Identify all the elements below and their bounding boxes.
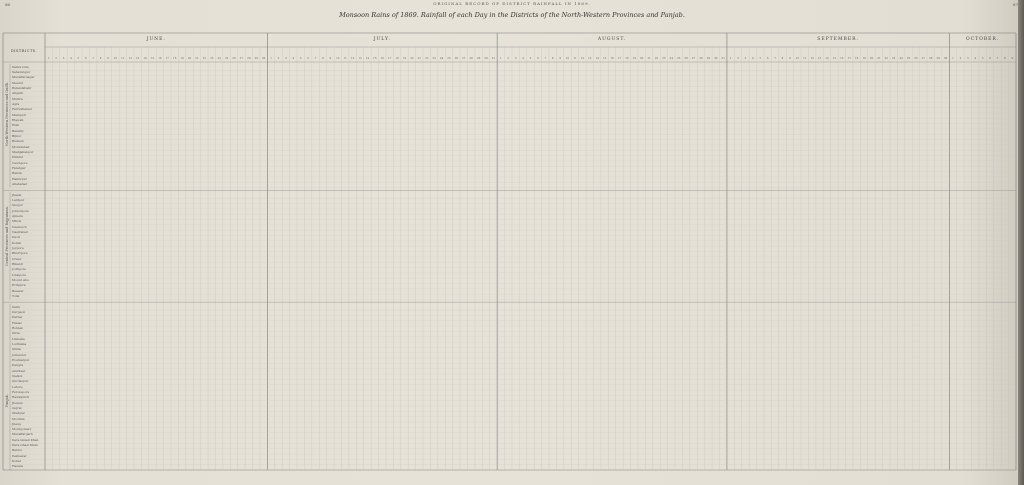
day-number: 23 <box>662 57 666 60</box>
day-number: 6 <box>84 57 87 60</box>
district-name: Muzaffarnagar <box>12 75 35 80</box>
district-name: Mount Abu <box>12 277 29 282</box>
day-number: 6 <box>307 57 309 60</box>
day-number: 2 <box>507 57 510 60</box>
day-number: 1 <box>500 57 502 60</box>
day-number: 15 <box>373 57 377 60</box>
day-number: 21 <box>417 57 421 60</box>
day-number: 30 <box>484 57 488 60</box>
day-number: 28 <box>699 57 703 60</box>
district-name: Fatehpur <box>12 166 26 171</box>
day-number: 13 <box>588 57 592 60</box>
day-number: 12 <box>128 57 132 60</box>
day-number: 3 <box>285 57 287 60</box>
day-number: 22 <box>654 57 659 60</box>
day-number: 7 <box>774 57 776 60</box>
day-number: 3 <box>966 57 969 60</box>
day-number: 25 <box>677 57 681 60</box>
district-name: Jullundur <box>12 352 27 357</box>
day-number: 12 <box>350 57 355 60</box>
day-number: 28 <box>247 57 251 60</box>
district-name: Agra <box>12 102 20 107</box>
day-number: 1 <box>952 57 954 60</box>
day-number: 26 <box>914 57 918 60</box>
day-number: 21 <box>647 57 651 60</box>
page-number-left: 86 <box>5 2 11 7</box>
day-number: 6 <box>537 57 539 60</box>
day-number: 22 <box>202 57 207 60</box>
month-headers <box>45 33 1024 47</box>
month-header: JUNE. <box>146 37 166 42</box>
district-name: Cawnpore <box>12 160 28 165</box>
day-number: 28 <box>929 57 933 60</box>
district-name: Dehra Dun <box>12 64 29 69</box>
district-name: Lahore <box>12 384 23 389</box>
day-number: 17 <box>165 57 169 60</box>
district-name: Mainpuri <box>12 112 26 117</box>
district-name: Jodhpore <box>12 267 26 272</box>
district-name: Sialkot <box>12 373 23 378</box>
day-number: 3 <box>62 57 65 60</box>
day-number: 25 <box>447 57 451 60</box>
day-number: 14 <box>365 57 370 60</box>
day-number: 17 <box>388 57 392 60</box>
day-number: 22 <box>884 57 888 60</box>
district-name: Jubbulpore <box>12 208 29 213</box>
day-number: 17 <box>847 57 851 60</box>
month-header: OCTOBER. <box>966 37 1000 42</box>
day-number: 29 <box>254 57 258 60</box>
district-group-label: North-Western Provinces and Oudh. <box>5 82 9 147</box>
day-number: 5 <box>759 57 762 60</box>
day-number: 27 <box>239 57 244 60</box>
day-number: 31 <box>491 57 496 60</box>
district-name: Gurgaon <box>12 309 26 314</box>
district-name: Bikanir <box>12 261 24 266</box>
day-number: 26 <box>684 57 688 60</box>
day-number: 17 <box>617 57 622 60</box>
day-number: 11 <box>803 57 807 60</box>
day-number: 6 <box>766 57 769 60</box>
district-name: Simla <box>12 347 21 352</box>
page-title: Monsoon Rains of 1869. Rainfall of each Day in the Districts of the North-Western Provinces and Panjab. <box>339 11 685 19</box>
day-number: 31 <box>721 57 725 60</box>
district-name: Jhang <box>12 421 21 426</box>
day-number: 25 <box>906 57 911 60</box>
district-name: Mhow <box>12 219 22 224</box>
day-number: 27 <box>462 57 466 60</box>
district-name: Udaipore <box>12 272 27 277</box>
district-name: Aligarh <box>12 91 24 96</box>
district-name: Neemuch <box>12 224 27 229</box>
day-number: 2 <box>55 57 57 60</box>
day-number: 5 <box>299 57 302 60</box>
district-name: Ludhiana <box>12 341 27 346</box>
district-name: Shahpur <box>12 411 25 416</box>
day-number: 19 <box>402 57 407 60</box>
day-number: 22 <box>425 57 429 60</box>
day-number: 18 <box>625 57 629 60</box>
day-number: 12 <box>810 57 814 60</box>
day-number: 30 <box>262 57 266 60</box>
district-name: Rohtak <box>12 325 23 330</box>
day-number: 9 <box>559 57 561 60</box>
day-number: 19 <box>632 57 636 60</box>
district-name: Hamirpur <box>12 176 27 181</box>
day-number: 4 <box>292 57 295 60</box>
district-name: Bulandshahr <box>12 86 32 91</box>
day-number: 11 <box>573 57 577 60</box>
district-name: Hissar <box>12 320 22 325</box>
day-number: 6 <box>989 57 991 60</box>
day-number: 10 <box>336 57 340 60</box>
district-name: Lalitpur <box>12 198 25 203</box>
district-name: Jhelum <box>12 400 23 405</box>
district-name: Erinpura <box>12 283 26 288</box>
day-number: 7 <box>92 57 95 60</box>
day-number: 9 <box>1011 57 1014 60</box>
day-number: 5 <box>529 57 532 60</box>
district-name: Bannu <box>12 448 22 453</box>
day-number: 16 <box>158 57 162 60</box>
district-name: Saharanpur <box>12 70 31 75</box>
day-number: 27 <box>921 57 926 60</box>
day-number: 13 <box>817 57 822 60</box>
day-number: 20 <box>187 57 192 60</box>
day-number: 8 <box>322 57 324 60</box>
day-number: 24 <box>669 57 673 60</box>
day-number: 7 <box>996 57 999 60</box>
day-number: 8 <box>781 57 784 60</box>
day-number: 1 <box>270 57 272 60</box>
district-name: Gurdaspur <box>12 379 29 384</box>
day-number: 20 <box>869 57 874 60</box>
day-number: 10 <box>565 57 570 60</box>
month-header: SEPTEMBER. <box>817 37 859 42</box>
district-name: Tonk <box>12 293 20 298</box>
day-number: 15 <box>150 57 155 60</box>
district-name: Dera Ghazi Khan <box>12 443 38 448</box>
district-name: Budaun <box>12 139 24 144</box>
day-number: 14 <box>143 57 147 60</box>
district-name: Ulwar <box>12 256 22 261</box>
district-name: Peshawar <box>12 453 27 458</box>
day-number: 10 <box>795 57 799 60</box>
day-number: 26 <box>232 57 236 60</box>
district-name: Banda <box>12 171 22 176</box>
day-number: 9 <box>329 57 332 60</box>
district-name: Kangra <box>12 363 24 368</box>
book-spine-shadow <box>1018 0 1024 485</box>
district-name: Mooltan <box>12 416 25 421</box>
day-number: 2 <box>959 57 962 60</box>
day-number: 29 <box>706 57 711 60</box>
district-name: Muttra <box>12 96 23 101</box>
district-name: Delhi <box>12 304 21 309</box>
day-number: 8 <box>1004 57 1006 60</box>
day-number: 4 <box>70 57 72 60</box>
district-name: Muzaffargarh <box>12 432 33 437</box>
day-number: 24 <box>439 57 444 60</box>
day-number: 21 <box>195 57 199 60</box>
day-number: 11 <box>343 57 347 60</box>
day-number: 4 <box>752 57 754 60</box>
day-number: 23 <box>210 57 214 60</box>
day-number: 25 <box>224 57 229 60</box>
day-number: 2 <box>277 57 280 60</box>
day-number: 12 <box>580 57 585 60</box>
day-number: 15 <box>602 57 607 60</box>
district-name: Hazara <box>12 464 23 469</box>
district-name: Saugor <box>12 203 23 208</box>
district-name: Gujrat <box>12 405 22 410</box>
district-name: Karnal <box>12 315 23 320</box>
day-number: 20 <box>640 57 644 60</box>
district-name: Etah <box>12 123 20 128</box>
day-number: 3 <box>514 57 517 60</box>
district-name: Sirsa <box>12 331 20 336</box>
day-number: 10 <box>113 57 118 60</box>
day-number: 16 <box>610 57 614 60</box>
day-number: 27 <box>691 57 696 60</box>
day-number: 28 <box>469 57 473 60</box>
district-name: Jeypore <box>12 245 24 250</box>
day-number: 19 <box>862 57 866 60</box>
day-number: 5 <box>77 57 80 60</box>
day-number: 18 <box>395 57 399 60</box>
districts-column-header: DISTRICTS. <box>10 49 38 53</box>
day-number: 4 <box>522 57 524 60</box>
day-number: 2 <box>737 57 739 60</box>
day-number: 14 <box>595 57 599 60</box>
day-number: 16 <box>380 57 384 60</box>
day-number: 20 <box>410 57 414 60</box>
day-number: 14 <box>825 57 829 60</box>
day-number: 30 <box>943 57 948 60</box>
district-name: Allahabad <box>12 182 28 187</box>
district-group-label: Panjab. <box>5 394 9 408</box>
district-name: Moradabad <box>12 144 30 149</box>
day-number: 13 <box>358 57 362 60</box>
day-number: 5 <box>981 57 984 60</box>
day-number: 26 <box>454 57 459 60</box>
district-name: Bijnor <box>12 134 22 139</box>
district-name: Meerut <box>12 80 24 85</box>
district-name: Shahjahanpur <box>12 150 34 155</box>
day-number: 18 <box>854 57 859 60</box>
day-number: 29 <box>476 57 481 60</box>
district-name: Jhansi <box>12 192 22 197</box>
day-number: 4 <box>974 57 977 60</box>
day-number: 24 <box>217 57 221 60</box>
district-name: Ajmere <box>12 214 23 218</box>
day-number: 11 <box>121 57 125 60</box>
day-number: 1 <box>47 57 50 60</box>
day-number: 16 <box>840 57 844 60</box>
day-number: 3 <box>744 57 747 60</box>
day-number: 9 <box>789 57 791 60</box>
district-name: Kotah <box>12 240 21 245</box>
day-number: 19 <box>180 57 184 60</box>
day-number: 7 <box>314 57 317 60</box>
district-name: Farrukhabad <box>12 107 32 112</box>
district-name: Beawar <box>12 288 24 293</box>
page-number-right: 87 <box>1012 2 1018 7</box>
district-name: Rawalpindi <box>12 395 30 400</box>
running-head: ORIGINAL RECORD OF DISTRICT RAINFALL IN 1869. <box>433 1 591 6</box>
district-name: Nasirabad <box>12 229 28 234</box>
day-number: 1 <box>729 57 732 60</box>
month-header: AUGUST. <box>597 37 627 42</box>
day-number: 9 <box>107 57 109 60</box>
district-name: Bhurtpore <box>12 251 28 256</box>
day-number: 8 <box>99 57 102 60</box>
district-name: Montgomery <box>12 427 32 432</box>
day-number: 29 <box>936 57 940 60</box>
day-number: 24 <box>899 57 903 60</box>
day-number: 30 <box>714 57 718 60</box>
district-name: Bareilly <box>12 128 24 133</box>
month-header: JULY. <box>373 37 391 42</box>
district-name: Kohat <box>12 459 21 464</box>
day-number: 23 <box>432 57 436 60</box>
day-number: 8 <box>551 57 554 60</box>
day-number: 21 <box>877 57 881 60</box>
day-number: 23 <box>892 57 896 60</box>
day-number: 18 <box>173 57 177 60</box>
district-name: Etawah <box>12 118 24 123</box>
district-name: Dera Ismail Khan <box>12 437 39 442</box>
day-number: 15 <box>832 57 837 60</box>
district-name: Hoshiarpur <box>12 357 30 362</box>
district-name: Pilibhit <box>12 155 23 160</box>
district-name: Umballa <box>12 336 25 341</box>
day-number: 7 <box>544 57 547 60</box>
district-name: Deoli <box>12 235 20 240</box>
district-group-label: Central Provinces and Rajputana. <box>5 206 9 267</box>
district-name: Ferozepore <box>12 389 30 394</box>
day-number: 13 <box>135 57 140 60</box>
district-name: Amritsar <box>12 368 26 373</box>
